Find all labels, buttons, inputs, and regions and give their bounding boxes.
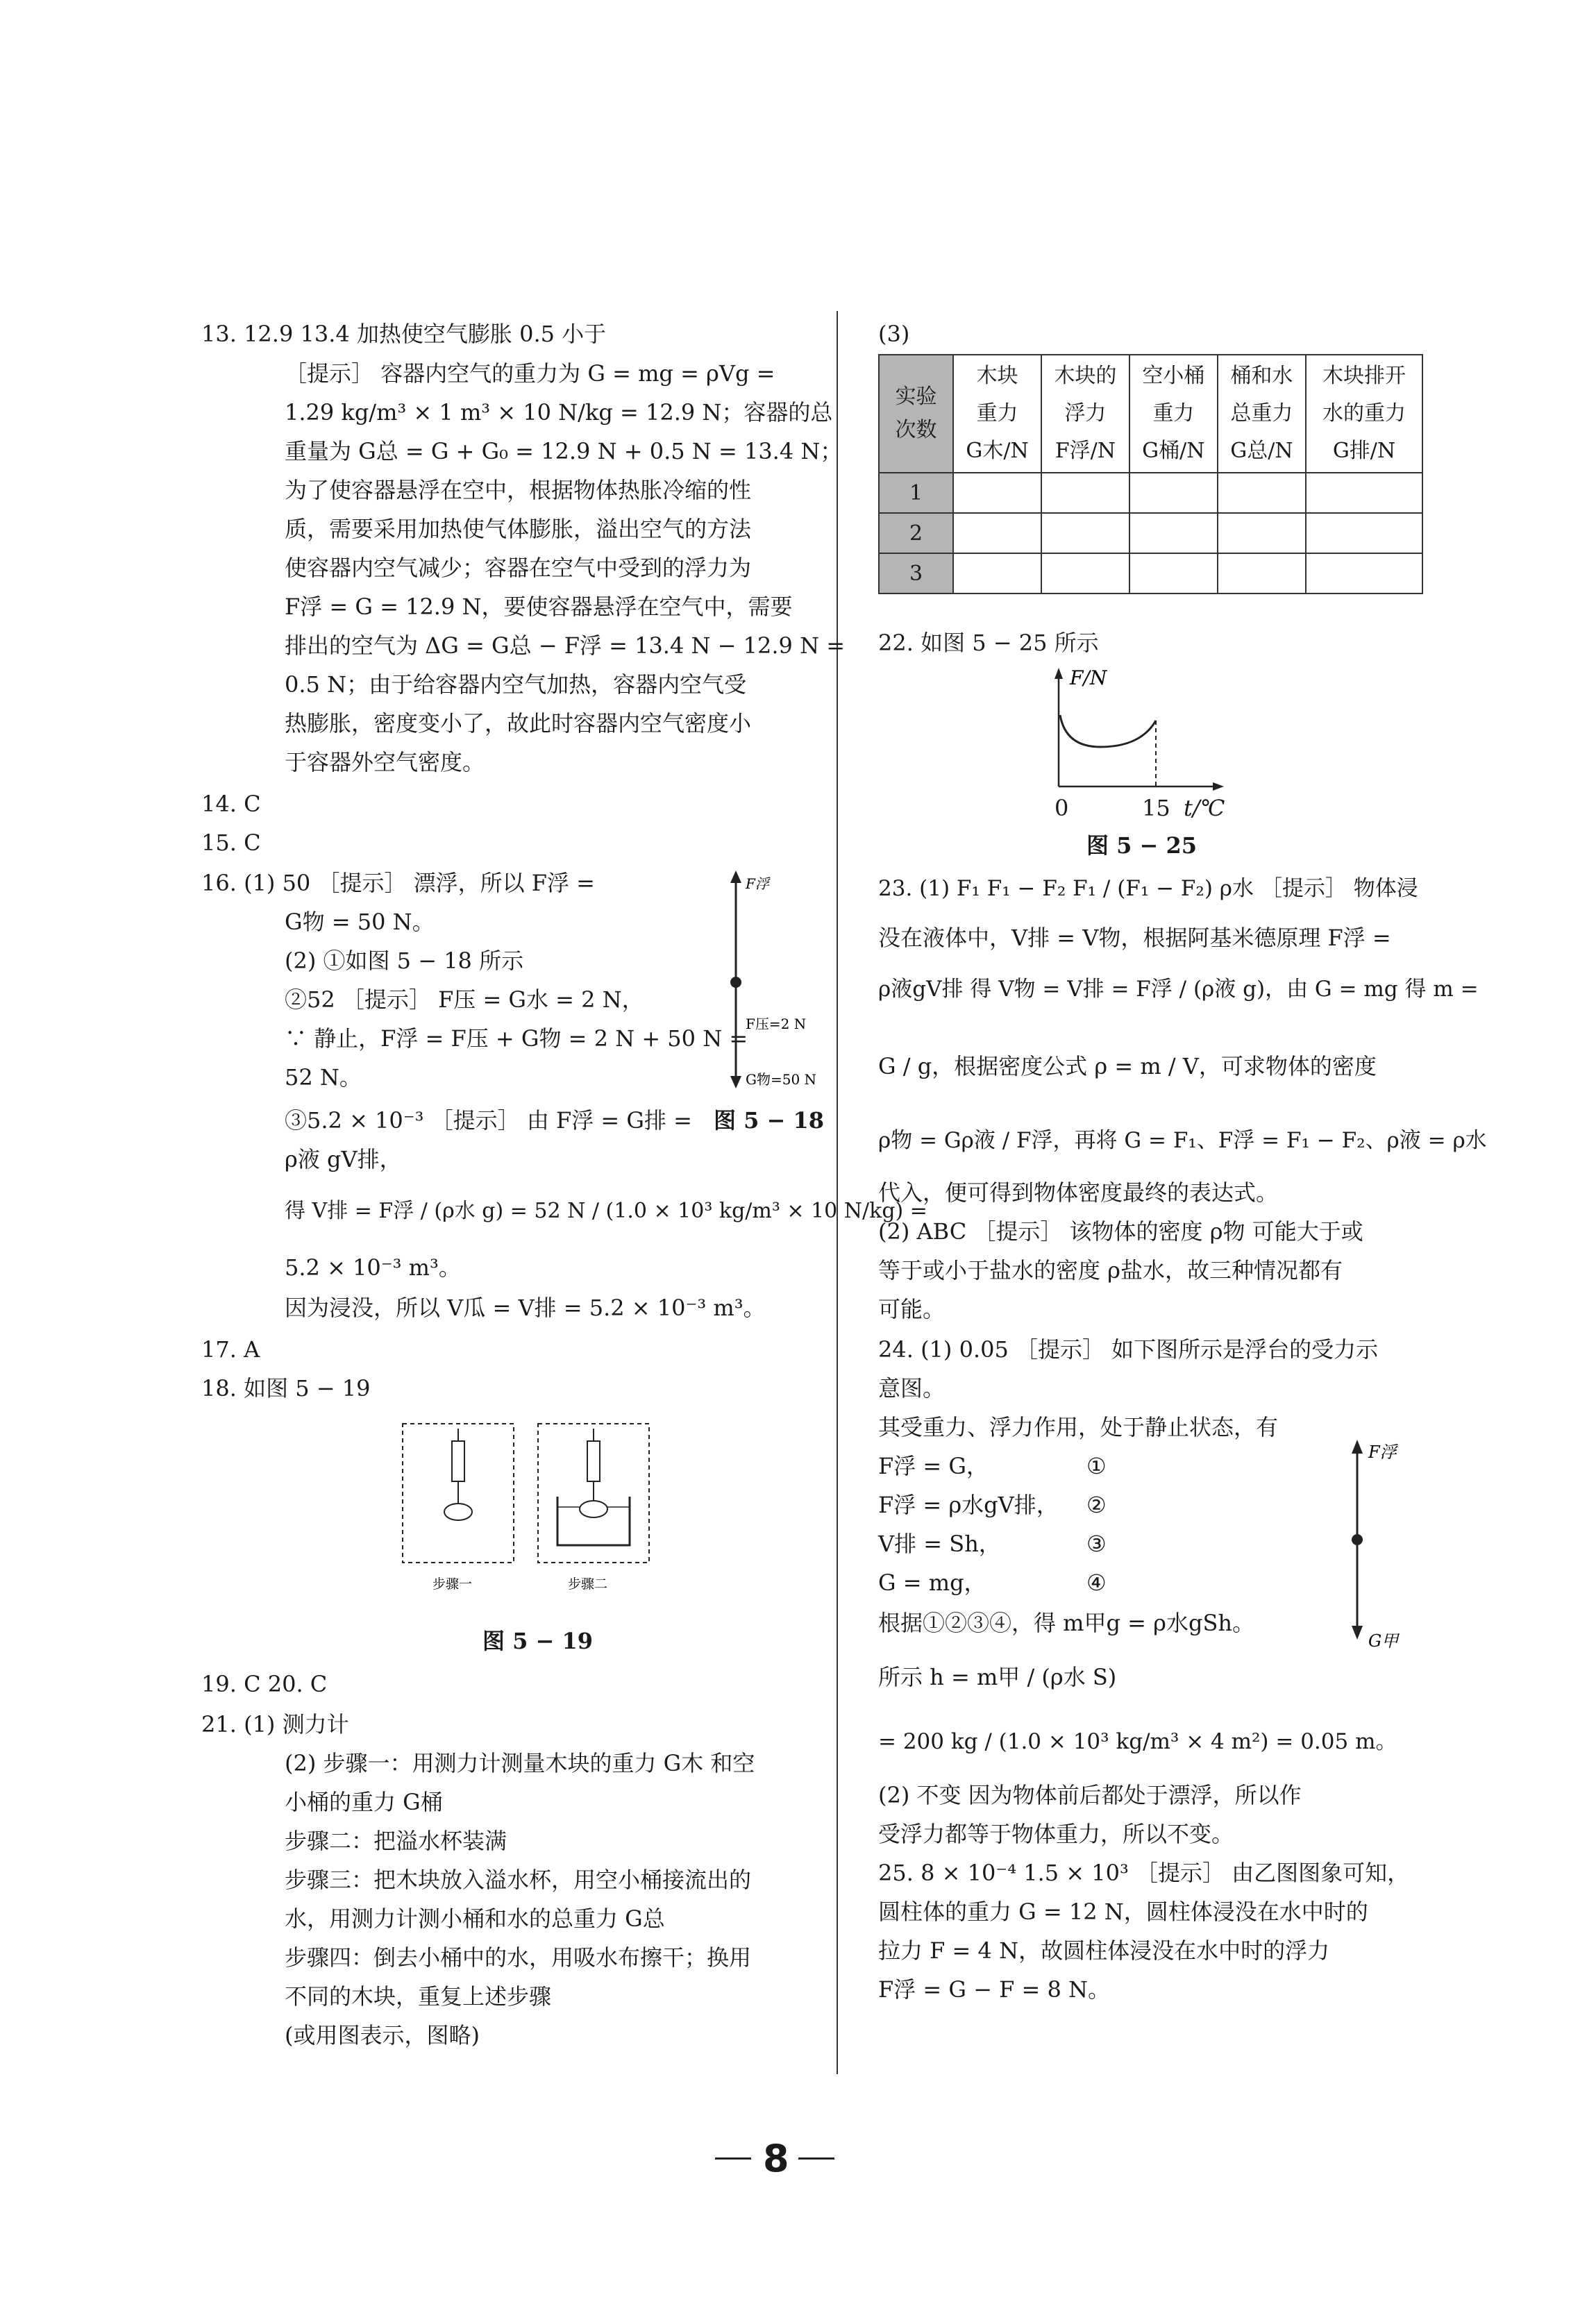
text-line: 16. (1) 50 ［提示］ 漂浮，所以 F浮 =: [201, 870, 595, 896]
text-line: 根据①②③④，得 m甲g = ρ水gSh。: [878, 1610, 1254, 1636]
header-text: 水的重力: [1322, 401, 1406, 426]
text-line: 受浮力都等于物体重力，所以不变。: [878, 1821, 1234, 1847]
header-text: 总重力: [1230, 401, 1293, 426]
text-line: 圆柱体的重力 G = 12 N，圆柱体浸没在水中时的: [878, 1899, 1368, 1925]
figure-5-25-graph: [1038, 665, 1246, 804]
text-line: 于容器外空气密度。: [285, 749, 485, 775]
header-text: G木/N: [966, 439, 1029, 463]
table-row: [879, 513, 1422, 553]
arrow-up-icon: [1055, 668, 1063, 679]
text-line: 24. (1) 0.05 ［提示］ 如下图所示是浮台的受力示: [878, 1336, 1379, 1363]
formula-line: 得 V排 = F浮 / (ρ水 g) = 52 N / (1.0 × 10³ kg/m³ × 10 N/kg) =: [285, 1199, 927, 1223]
header-text: 重力: [1152, 401, 1195, 426]
text-line: G = mg，: [878, 1570, 986, 1596]
table-header: [953, 355, 1041, 473]
question-18: 18. 如图 5 − 19: [201, 1375, 371, 1402]
text-line: 代入，便可得到物体密度最终的表达式。: [878, 1179, 1279, 1206]
text-line: 步骤三：把木块放入溢水杯，用空小桶接流出的: [285, 1867, 752, 1893]
label-g-object: G物=50 N: [746, 1071, 817, 1088]
text-line: 等于或小于盐水的密度 ρ盐水，故三种情况都有: [878, 1257, 1343, 1284]
row-number: 2: [879, 513, 953, 553]
text-line: 23. (1) F₁ F₁ − F₂ F₁ / (F₁ − F₂) ρ水 ［提示］ 物体浸: [878, 876, 1418, 901]
label-f-press: F压=2 N: [746, 1016, 807, 1032]
arrow-up-icon: [730, 870, 741, 883]
page-number-dash-right: [798, 2157, 834, 2160]
spring-scale-icon: [587, 1441, 600, 1481]
question-15: 15. C: [201, 830, 261, 856]
wood-block-icon: [444, 1504, 472, 1520]
table-header: [1041, 355, 1129, 473]
x-axis-label: t/℃: [1184, 795, 1225, 821]
row-number: 1: [879, 473, 953, 513]
figure-5-18-caption: 图 5 − 18: [714, 1107, 825, 1134]
label-f-buoyant: F浮: [746, 875, 769, 892]
text-line: 拉力 F = 4 N，故圆柱体浸没在水中时的浮力: [878, 1937, 1330, 1964]
text-line: 21. (1) 测力计: [201, 1711, 349, 1738]
figure-5-25-caption: 图 5 − 25: [1086, 832, 1198, 859]
text-line: 小桶的重力 G桶: [285, 1789, 443, 1815]
text-line: 使容器内空气减少；容器在空气中受到的浮力为: [285, 555, 752, 581]
header-text: F浮/N: [1055, 439, 1116, 463]
text-line: 25. 8 × 10⁻⁴ 1.5 × 10³ ［提示］ 由乙图图象可知，: [878, 1860, 1410, 1886]
object-dot: [1352, 1534, 1363, 1545]
text-line: 1.29 kg/m³ × 1 m³ × 10 N/kg = 12.9 N；容器的总: [285, 399, 833, 426]
question-22: 22. 如图 5 − 25 所示: [878, 630, 1099, 656]
text-line: 52 N。: [285, 1064, 362, 1091]
x-tick-label: 15: [1142, 795, 1170, 821]
figure-5-19: [399, 1420, 663, 1601]
text-line: (或用图表示，图略): [285, 2022, 480, 2048]
header-text: 空小桶: [1142, 364, 1205, 388]
header-text: 次数: [895, 418, 937, 442]
equation-mark: ①: [1086, 1453, 1107, 1479]
step-two-label: 步骤二: [568, 1576, 608, 1592]
text-line: G / g，根据密度公式 ρ = m / V，可求物体的密度: [878, 1053, 1377, 1079]
header-text: 重力: [976, 401, 1018, 426]
page-number-dash-left: [715, 2157, 751, 2160]
text-line: 重量为 G总 = G + G₀ = 12.9 N + 0.5 N = 13.4 N；: [285, 438, 843, 464]
text-line: 步骤四：倒去小桶中的水，用吸水布擦干；换用: [285, 1944, 752, 1971]
table-header: [1218, 355, 1306, 473]
buoyancy-force-diagram: [1336, 1436, 1420, 1658]
page-number: 8: [763, 2137, 789, 2180]
formula-line: = 200 kg / (1.0 × 10³ kg/m³ × 4 m²) = 0.05 m。: [878, 1729, 1397, 1754]
arrow-down-icon: [730, 1076, 741, 1088]
text-line: G物 = 50 N。: [285, 909, 435, 935]
table-row: [879, 553, 1422, 594]
y-axis-label: F/N: [1070, 666, 1107, 689]
spring-scale-icon: [452, 1441, 464, 1481]
text-line: 为了使容器悬浮在空中，根据物体热胀冷缩的性: [285, 477, 752, 503]
header-text: 实验: [895, 385, 937, 409]
text-line: (2) ABC ［提示］ 该物体的密度 ρ物 可能大于或: [878, 1218, 1363, 1245]
text-line: 13. 12.9 13.4 加热使空气膨胀 0.5 小于: [201, 321, 607, 347]
header-text: G桶/N: [1142, 439, 1205, 463]
label-g: G甲: [1368, 1631, 1399, 1651]
text-line: F浮 = G − F = 8 N。: [878, 1976, 1110, 2003]
wood-block-icon: [580, 1501, 607, 1517]
text-line: (2) ①如图 5 − 18 所示: [285, 948, 524, 974]
table-row: [879, 473, 1422, 513]
text-line: ②52 ［提示］ F压 = G水 = 2 N，: [285, 986, 644, 1013]
label-f-buoyant: F浮: [1368, 1442, 1397, 1462]
table-header-trials: [879, 355, 953, 473]
arrow-up-icon: [1352, 1440, 1363, 1454]
text-line: ∵ 静止，F浮 = F压 + G物 = 2 N + 50 N =: [285, 1025, 748, 1052]
header-text: G排/N: [1332, 439, 1396, 463]
header-text: 桶和水: [1230, 364, 1293, 388]
text-line: 可能。: [878, 1296, 946, 1322]
text-line: 所示 h = m甲 / (ρ水 S): [878, 1664, 1117, 1690]
step-one-label: 步骤一: [432, 1576, 473, 1592]
figure-5-18: [715, 868, 826, 1145]
row-number: 3: [879, 553, 953, 594]
text-line: ρ物 = Gρ液 / F浮，再将 G = F₁、F浮 = F₁ − F₂、ρ液 = ρ水: [878, 1128, 1487, 1153]
text-line: 0.5 N；由于给容器内空气加热，容器内空气受: [285, 671, 747, 698]
table-header: [1129, 355, 1218, 473]
experiment-table: [878, 354, 1423, 594]
arrow-right-icon: [1213, 782, 1224, 791]
header-text: G总/N: [1230, 439, 1293, 463]
header-text: 浮力: [1064, 401, 1107, 426]
text-line: (2) 步骤一：用测力计测量木块的重力 G木 和空: [285, 1750, 755, 1776]
text-line: F浮 = G，: [878, 1453, 989, 1479]
text-line: 没在液体中，V排 = V物，根据阿基米德原理 F浮 =: [878, 925, 1391, 951]
text-line: 步骤二：把溢水杯装满: [285, 1828, 507, 1854]
header-text: 木块排开: [1322, 364, 1406, 388]
equation-mark: ②: [1086, 1492, 1107, 1518]
question-19-20: 19. C 20. C: [201, 1671, 328, 1697]
text-line: ρ液gV排 得 V物 = V排 = F浮 / (ρ液 g)，由 G = mg 得 m =: [878, 977, 1479, 1002]
text-line: 意图。: [878, 1375, 946, 1402]
question-17: 17. A: [201, 1336, 260, 1363]
text-line: (2) 不变 因为物体前后都处于漂浮，所以作: [878, 1782, 1302, 1808]
text-line: ［提示］ 容器内空气的重力为 G = mg = ρVg =: [285, 360, 775, 387]
object-dot: [730, 977, 741, 988]
text-line: ρ液 gV排，: [285, 1146, 402, 1172]
text-line: F浮 = G = 12.9 N，要使容器悬浮在空气中，需要: [285, 594, 793, 620]
text-line: 热膨胀，密度变小了，故此时容器内空气密度小: [285, 710, 752, 737]
text-line: 其受重力、浮力作用，处于静止状态，有: [878, 1414, 1279, 1440]
equation-mark: ③: [1086, 1531, 1107, 1557]
text-line: 质，需要采用加热使气体膨胀，溢出空气的方法: [285, 516, 752, 542]
text-line: 不同的木块，重复上述步骤: [285, 1983, 552, 2010]
origin-label: 0: [1055, 795, 1069, 821]
header-text: 木块: [976, 364, 1018, 388]
text-line: ③5.2 × 10⁻³ ［提示］ 由 F浮 = G排 =: [285, 1107, 692, 1134]
question-14: 14. C: [201, 791, 261, 817]
arrow-down-icon: [1352, 1626, 1363, 1640]
table-header: [1306, 355, 1422, 473]
text-line: 水，用测力计测小桶和水的总重力 G总: [285, 1905, 665, 1932]
column-divider: [837, 311, 838, 2074]
figure-5-19-caption: 图 5 − 19: [482, 1628, 594, 1654]
text-line: F浮 = ρ水gV排，: [878, 1492, 1059, 1518]
part-3-label: (3): [878, 321, 910, 347]
text-line: V排 = Sh，: [878, 1531, 1001, 1557]
equation-mark: ④: [1086, 1570, 1107, 1596]
text-line: 5.2 × 10⁻³ m³。: [285, 1254, 461, 1281]
curve: [1060, 715, 1156, 747]
text-line: 因为浸没，所以 V瓜 = V排 = 5.2 × 10⁻³ m³。: [285, 1295, 766, 1321]
text-line: 排出的空气为 ΔG = G总 − F浮 = 13.4 N − 12.9 N =: [285, 632, 846, 659]
header-text: 木块的: [1054, 364, 1117, 388]
